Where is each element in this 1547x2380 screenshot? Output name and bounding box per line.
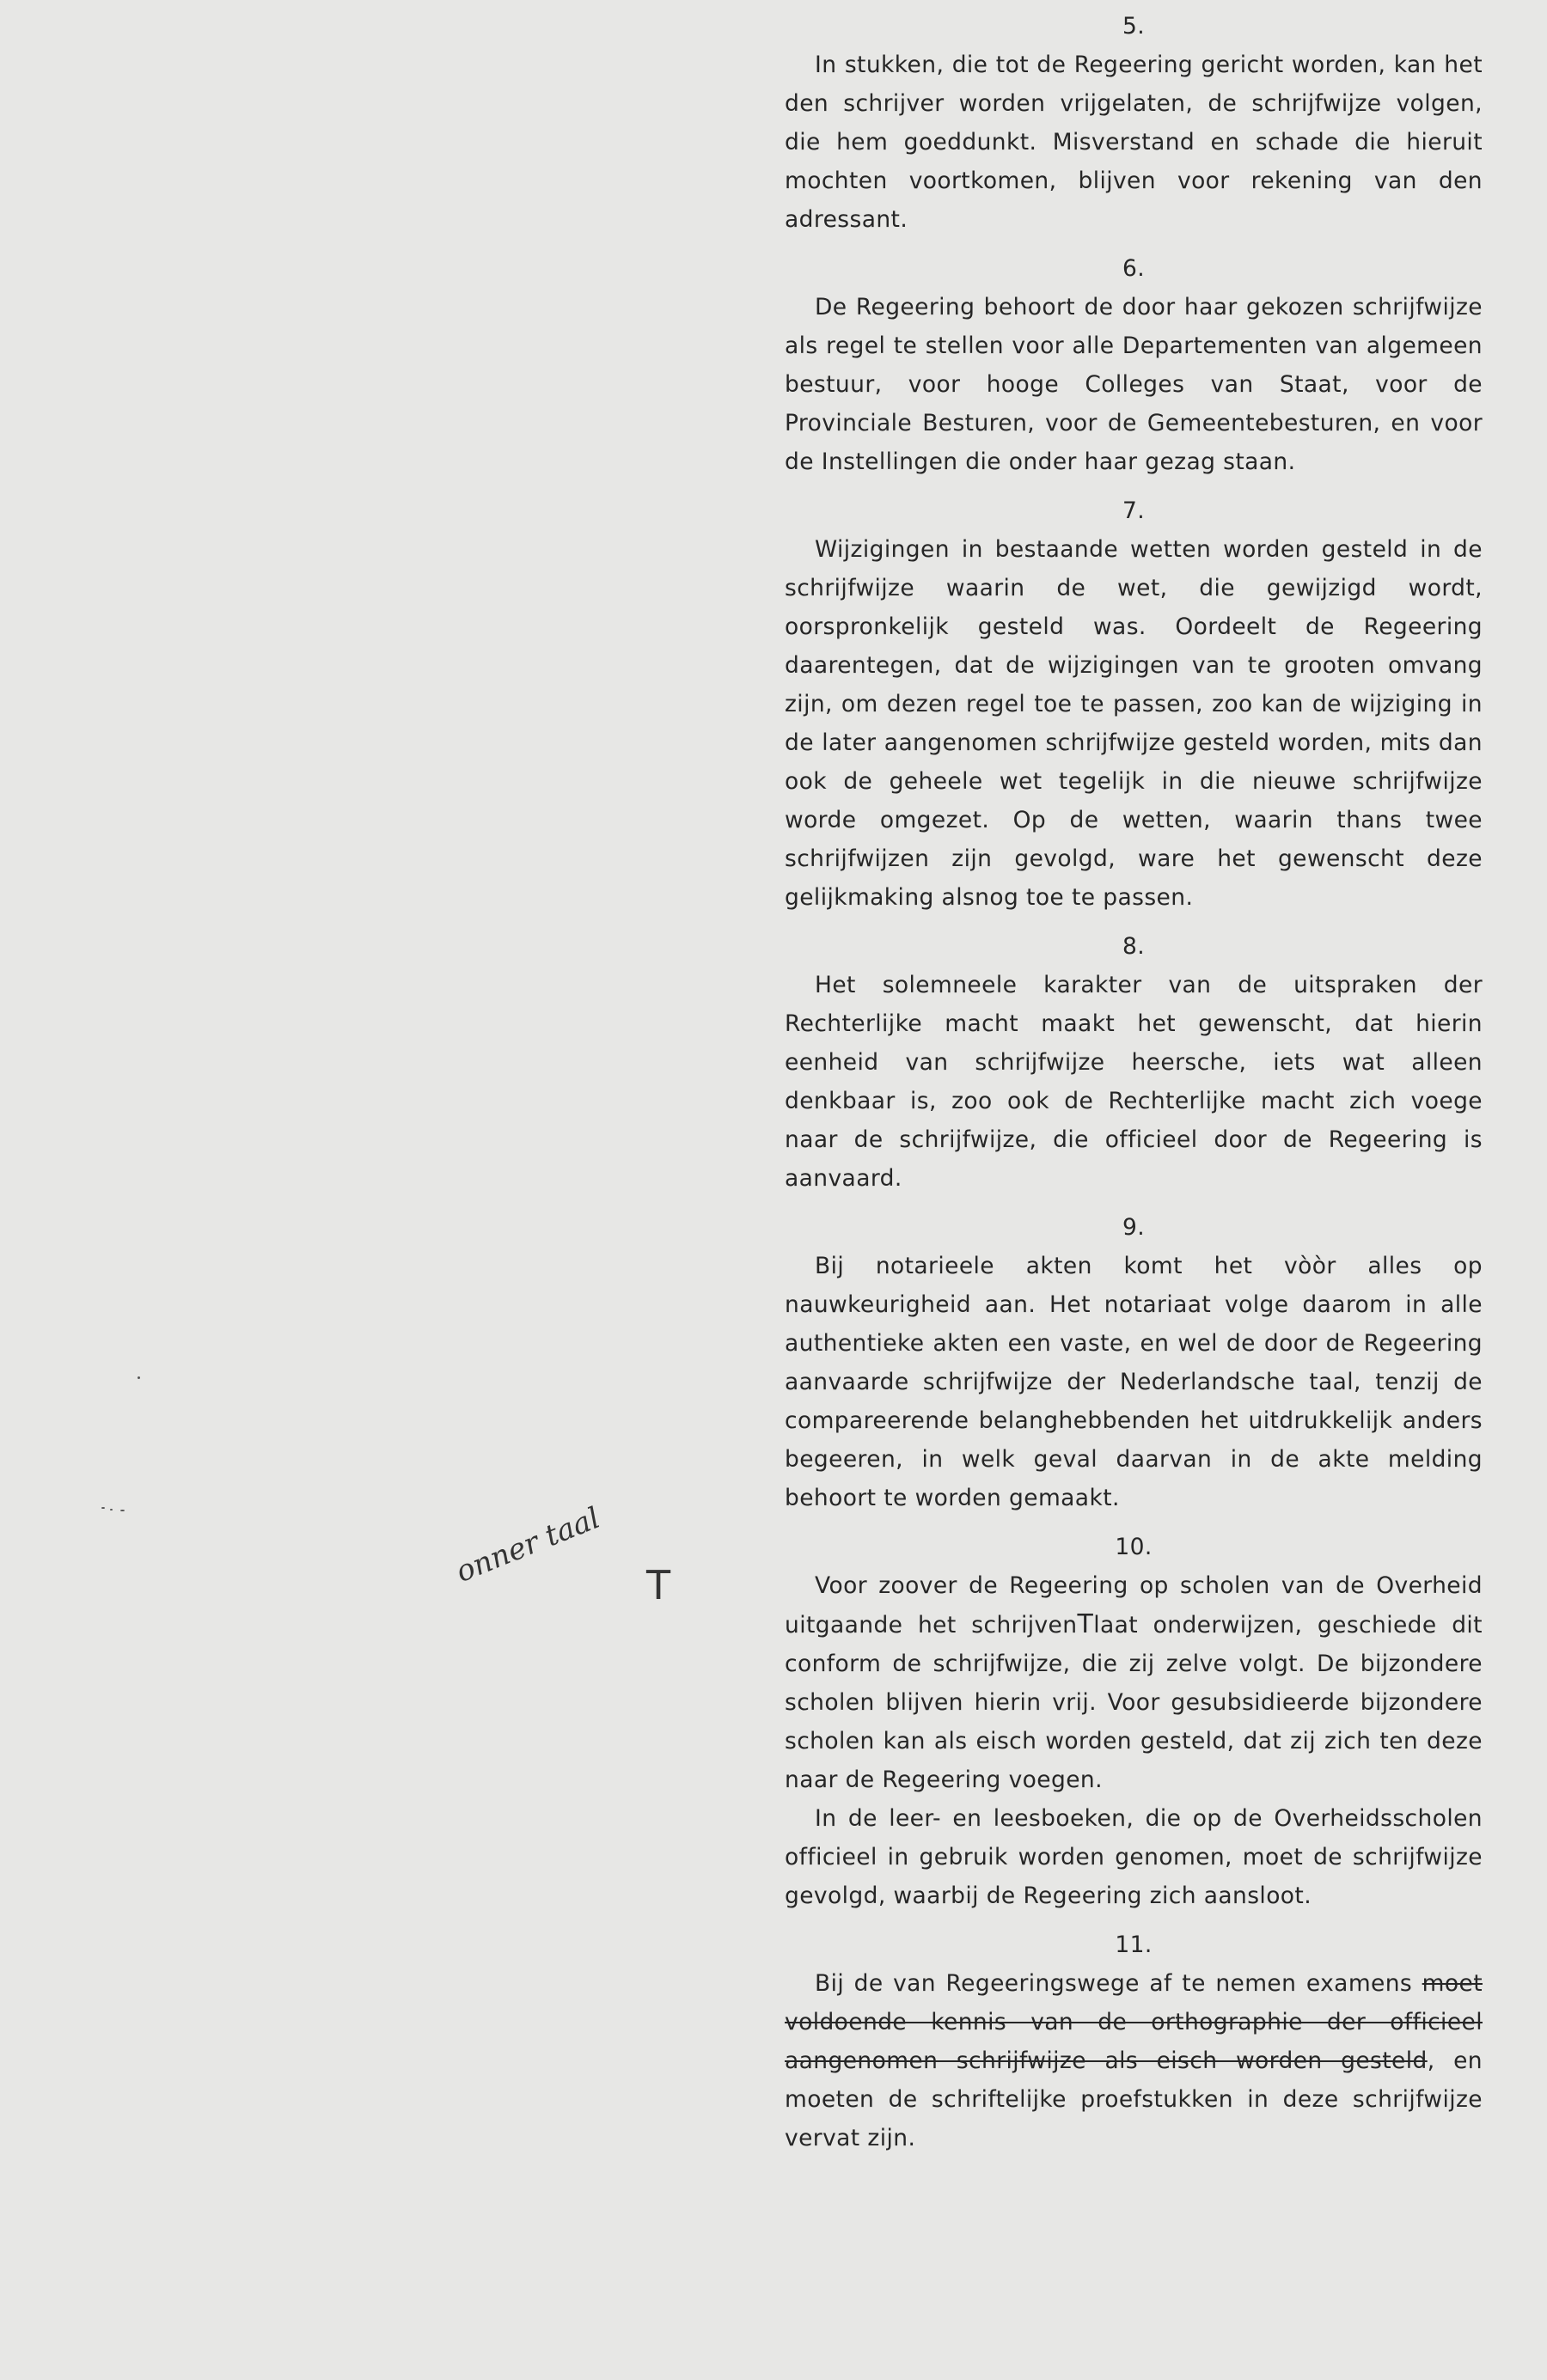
- section-number: 5.: [1122, 13, 1146, 40]
- paragraph-text: , en moeten de schriftelijke proefstukken in deze schrijfwijze vervat zijn.: [785, 2047, 1483, 2151]
- margin-note: [451, 1501, 605, 1590]
- insertion-caret: T: [1077, 1609, 1094, 1639]
- margin-note-text: onner taal: [451, 1500, 605, 1590]
- section-paragraph: [785, 1566, 1483, 1799]
- section-number: 11.: [1115, 1931, 1153, 1958]
- section-number: 6.: [1122, 255, 1146, 282]
- scan-speck: [110, 1509, 113, 1510]
- section-number: 10.: [1115, 1534, 1153, 1560]
- margin-caret-text: T: [646, 1562, 671, 1608]
- paragraph-text: laat onderwijzen, geschiede dit conform de schrijfwijze, die zij zelve volgt. De bijzondere scholen blijven hierin vrij. Voor gesubsidieerde bijzondere scholen kan als eisch worden gesteld, dat zij zich ten deze naar de Regeering voegen.: [785, 1612, 1483, 1793]
- scan-speck: [101, 1507, 105, 1509]
- paragraph-text: Bij de van Regeeringswege af te nemen examens: [815, 1970, 1422, 1997]
- text-column: [785, 0, 1483, 2157]
- section-number: 9.: [1122, 1214, 1146, 1241]
- scan-speck: [120, 1510, 125, 1511]
- section-paragraph: In de leer- en leesboeken, die op de Overheidsscholen officieel in gebruik worden genomen, moet de schrijfwijze gevolgd, waarbij de Regeering zich aansloot.: [785, 1805, 1483, 1909]
- section-paragraph: Wijzigingen in bestaande wetten worden gesteld in de schrijfwijze waarin de wet, die gewijzigd wordt, oorspronkelijk gesteld was. Oordeelt de Regeering daarentegen, dat de wijzigingen van te grooten omvang zijn, om dezen regel toe te passen, zoo kan de wijziging in de later aangenomen schrijfwijze gesteld worden, mits dan ook de geheele wet tegelijk in die nieuwe schrijfwijze worde omgezet. Op de wetten, waarin thans twee schrijfwijzen zijn gevolgd, ware het gewenscht deze gelijkmaking alsnog toe te passen.: [785, 536, 1483, 911]
- struck-through-text: moet voldoende kennis van de orthographie der officieel aangenomen schrijfwijze als eisch worden gesteld: [785, 1970, 1483, 2074]
- section-paragraph: Het solemneele karakter van de uitspraken der Rechterlijke macht maakt het gewenscht, dat hierin eenheid van schrijfwijze heersche, iets wat alleen denkbaar is, zoo ook de Rechterlijke macht zich voege naar de schrijfwijze, die officieel door de Regeering is aanvaard.: [785, 972, 1483, 1192]
- scan-speck: [138, 1376, 140, 1379]
- section-paragraph: De Regeering behoort de door haar gekozen schrijfwijze als regel te stellen voor alle Departementen van algemeen bestuur, voor hooge Colleges van Staat, voor de Provinciale Besturen, voor de Gemeentebesturen, en voor de Instellingen die onder haar gezag staan.: [785, 294, 1483, 475]
- section-number: 8.: [1122, 933, 1146, 960]
- section-number: 7.: [1122, 497, 1146, 524]
- margin-caret-mark: [646, 1562, 670, 1608]
- section-paragraph: In stukken, die tot de Regeering gericht worden, kan het den schrijver worden vrijgelaten, de schrijfwijze volgen, die hem goeddunkt. Misverstand en schade die hieruit mochten voortkomen, blijven voor rekening van den adressant.: [785, 52, 1483, 233]
- section-paragraph: [785, 1964, 1483, 2157]
- section-paragraph: Bij notarieele akten komt het vòòr alles op nauwkeurigheid aan. Het notariaat volge daarom in alle authentieke akten een vaste, en wel de door de Regeering aanvaarde schrijfwijze der Nederlandsche taal, tenzij de compareerende belanghebbenden het uitdrukkelijk anders begeeren, in welk geval daarvan in de akte melding behoort te worden gemaakt.: [785, 1253, 1483, 1511]
- paragraph-text: Voor zoover de Regeering op scholen van de Overheid uitgaande het schrijven: [785, 1572, 1483, 1639]
